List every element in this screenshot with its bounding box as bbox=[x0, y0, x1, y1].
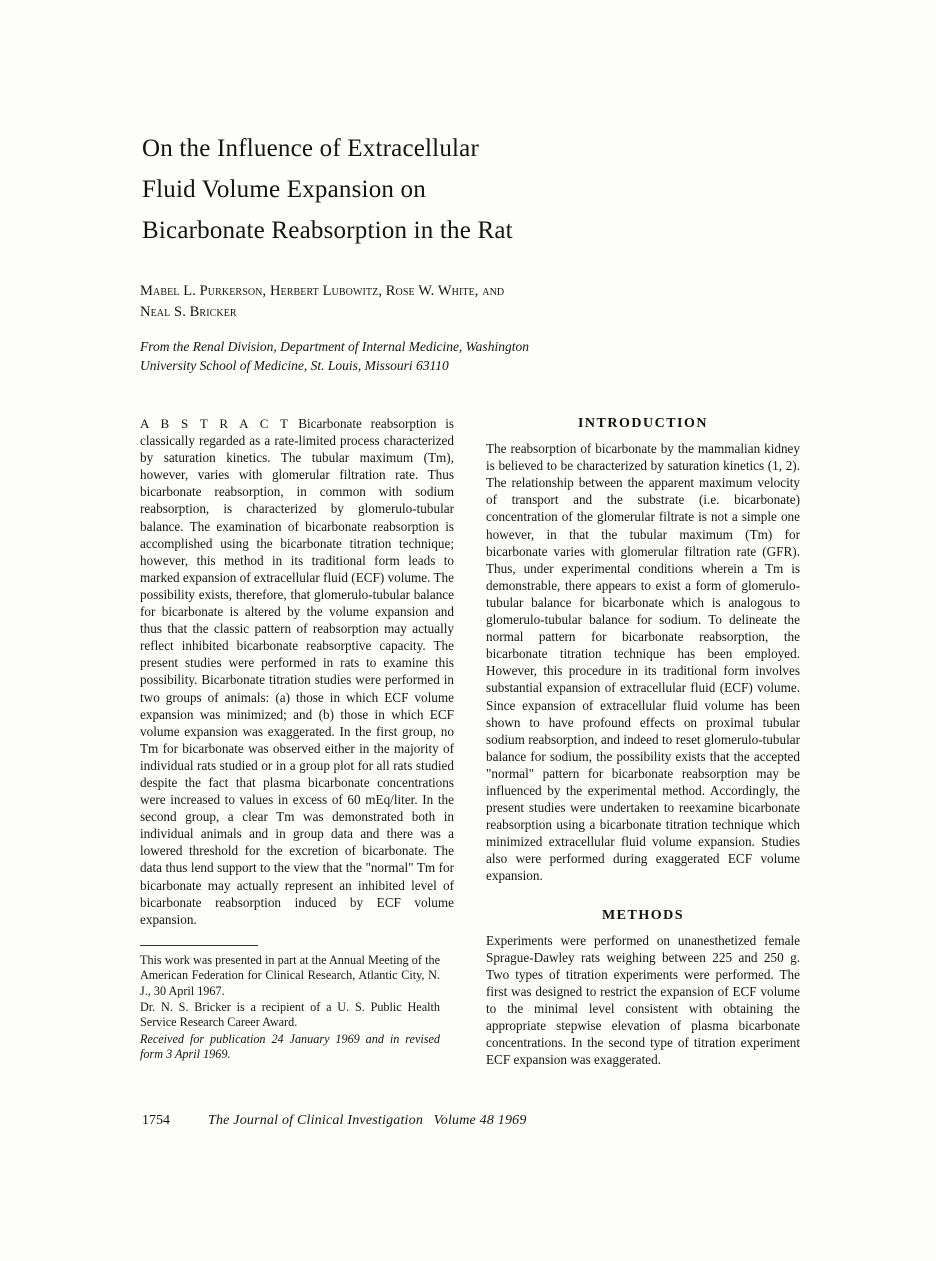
section-heading-methods: METHODS bbox=[601, 907, 685, 923]
affiliation-line-1: From the Renal Division, Department of Internal Medicine, Washington bbox=[140, 339, 529, 354]
methods-paragraph: Experiments were performed on unanesthetized female Sprague-Dawley rats weighing between 225 and 250 g. Two types of titration experiments were performed. The first was designed to restrict the expansion of ECF volume to the minimal level consistent with obtaining the appropriate stepwise elevation of plasma bicarbonate concentrations. In the second type of titration experiment ECF expansion was exaggerated. bbox=[486, 932, 800, 1068]
author-line-2: Neal S. Bricker bbox=[140, 304, 237, 320]
footnote-rule bbox=[140, 945, 258, 946]
page-title bbox=[142, 128, 800, 251]
title-line-2: Fluid Volume Expansion on bbox=[142, 176, 426, 203]
abstract-label: A B S T R A C T bbox=[140, 416, 290, 431]
author-list bbox=[140, 281, 800, 323]
title-line-3: Bicarbonate Reabsorption in the Rat bbox=[142, 217, 513, 244]
column-right bbox=[486, 415, 800, 1068]
author-line-1: Mabel L. Purkerson, Herbert Lubowitz, Rose W. White, and bbox=[140, 283, 505, 299]
column-left bbox=[140, 415, 454, 1068]
body-columns bbox=[140, 415, 800, 1068]
page-footer bbox=[142, 1113, 802, 1129]
affiliation bbox=[140, 337, 800, 375]
footer-journal-name: The Journal of Clinical Investigation bbox=[208, 1113, 424, 1128]
abstract-paragraph bbox=[140, 415, 454, 928]
affiliation-line-2: University School of Medicine, St. Louis, Missouri 63110 bbox=[140, 358, 449, 373]
title-line-1: On the Influence of Extracellular bbox=[142, 135, 479, 162]
footer-volume-year: Volume 48 1969 bbox=[433, 1113, 527, 1128]
introduction-paragraph: The reabsorption of bicarbonate by the mammalian kidney is believed to be characterized by saturation kinetics (1, 2). The relationship between the apparent maximum velocity of transport and the substrate (i.e. bicarbonate) concentration of the glomerular filtrate is not a simple one however, in that the tubular maximum (Tm) for bicarbonate varies with glomerular filtration rate (GFR). Thus, under experimental conditions wherein a Tm is demonstrable, there appears to exist a form of glomerulo-tubular balance for bicarbonate which is analogous to glomerulo-tubular balance for sodium. To delineate the normal pattern for bicarbonate reabsorption, the bicarbonate titration technique has been employed. However, this procedure in its traditional form involves substantial expansion of extracellular fluid (ECF) volume. Since expansion of extracellular fluid volume has been shown to have profound effects on proximal tubular sodium reabsorption, and indeed to reset glomerulo-tubular balance for sodium, the possibility exists that the accepted "normal" pattern for bicarbonate reabsorption may be influenced by the experimental method. Accordingly, the present studies were undertaken to reexamine bicarbonate reabsorption using a bicarbonate titration technique which minimized extracellular fluid volume expansion. Studies also were performed during exaggerated ECF volume expansion. bbox=[486, 441, 800, 884]
footnote-1: This work was presented in part at the Annual Meeting of the American Federation for Clinical Research, Atlantic City, N. J., 30 April 1967. bbox=[140, 952, 440, 998]
paper-content bbox=[140, 128, 800, 1068]
footnote-3: Received for publication 24 January 1969 and in revised form 3 April 1969. bbox=[140, 1031, 440, 1062]
footer-page-number: 1754 bbox=[142, 1113, 170, 1128]
footnote-2: Dr. N. S. Bricker is a recipient of a U. S. Public Health Service Research Career Award. bbox=[140, 1000, 440, 1030]
abstract-text: Bicarbonate reabsorption is classically regarded as a rate-limited process characterized by saturation kinetics. The tubular maximum (Tm), however, varies with glomerular filtration rate. Thus bicarbonate reabsorption, in common with sodium reabsorption, is characterized by glomerulo-tubular balance. The examination of bicarbonate reabsorption is accomplished using the bicarbonate titration technique; however, this method in its traditional form leads to marked expansion of extracellular fluid (ECF) volume. The possibility exists, therefore, that glomerulo-tubular balance for bicarbonate is altered by the volume expansion and thus that the classic pattern of reabsorption may actually reflect inhibited bicarbonate reabsorptive capacity. The present studies were performed in rats to examine this possibility. Bicarbonate titration studies were performed in two groups of animals: (a) those in which ECF volume expansion was minimized; and (b) those in which ECF volume expansion was exaggerated. In the first group, no Tm for bicarbonate was observed either in the majority of individual rats studied or in a group plot for all rats studied despite the fact that plasma bicarbonate concentrations were increased to values in excess of 60 mEq/liter. In the second group, a clear Tm was demonstrated both in individual animals and in group data and there was a lowered threshold for the excretion of bicarbonate. The data thus lend support to the view that the "normal" Tm for bicarbonate may actually represent an inhibited level of bicarbonate reabsorption induced by ECF volume expansion. bbox=[140, 416, 454, 927]
section-heading-introduction: INTRODUCTION bbox=[577, 416, 708, 431]
footnotes bbox=[140, 945, 440, 1063]
